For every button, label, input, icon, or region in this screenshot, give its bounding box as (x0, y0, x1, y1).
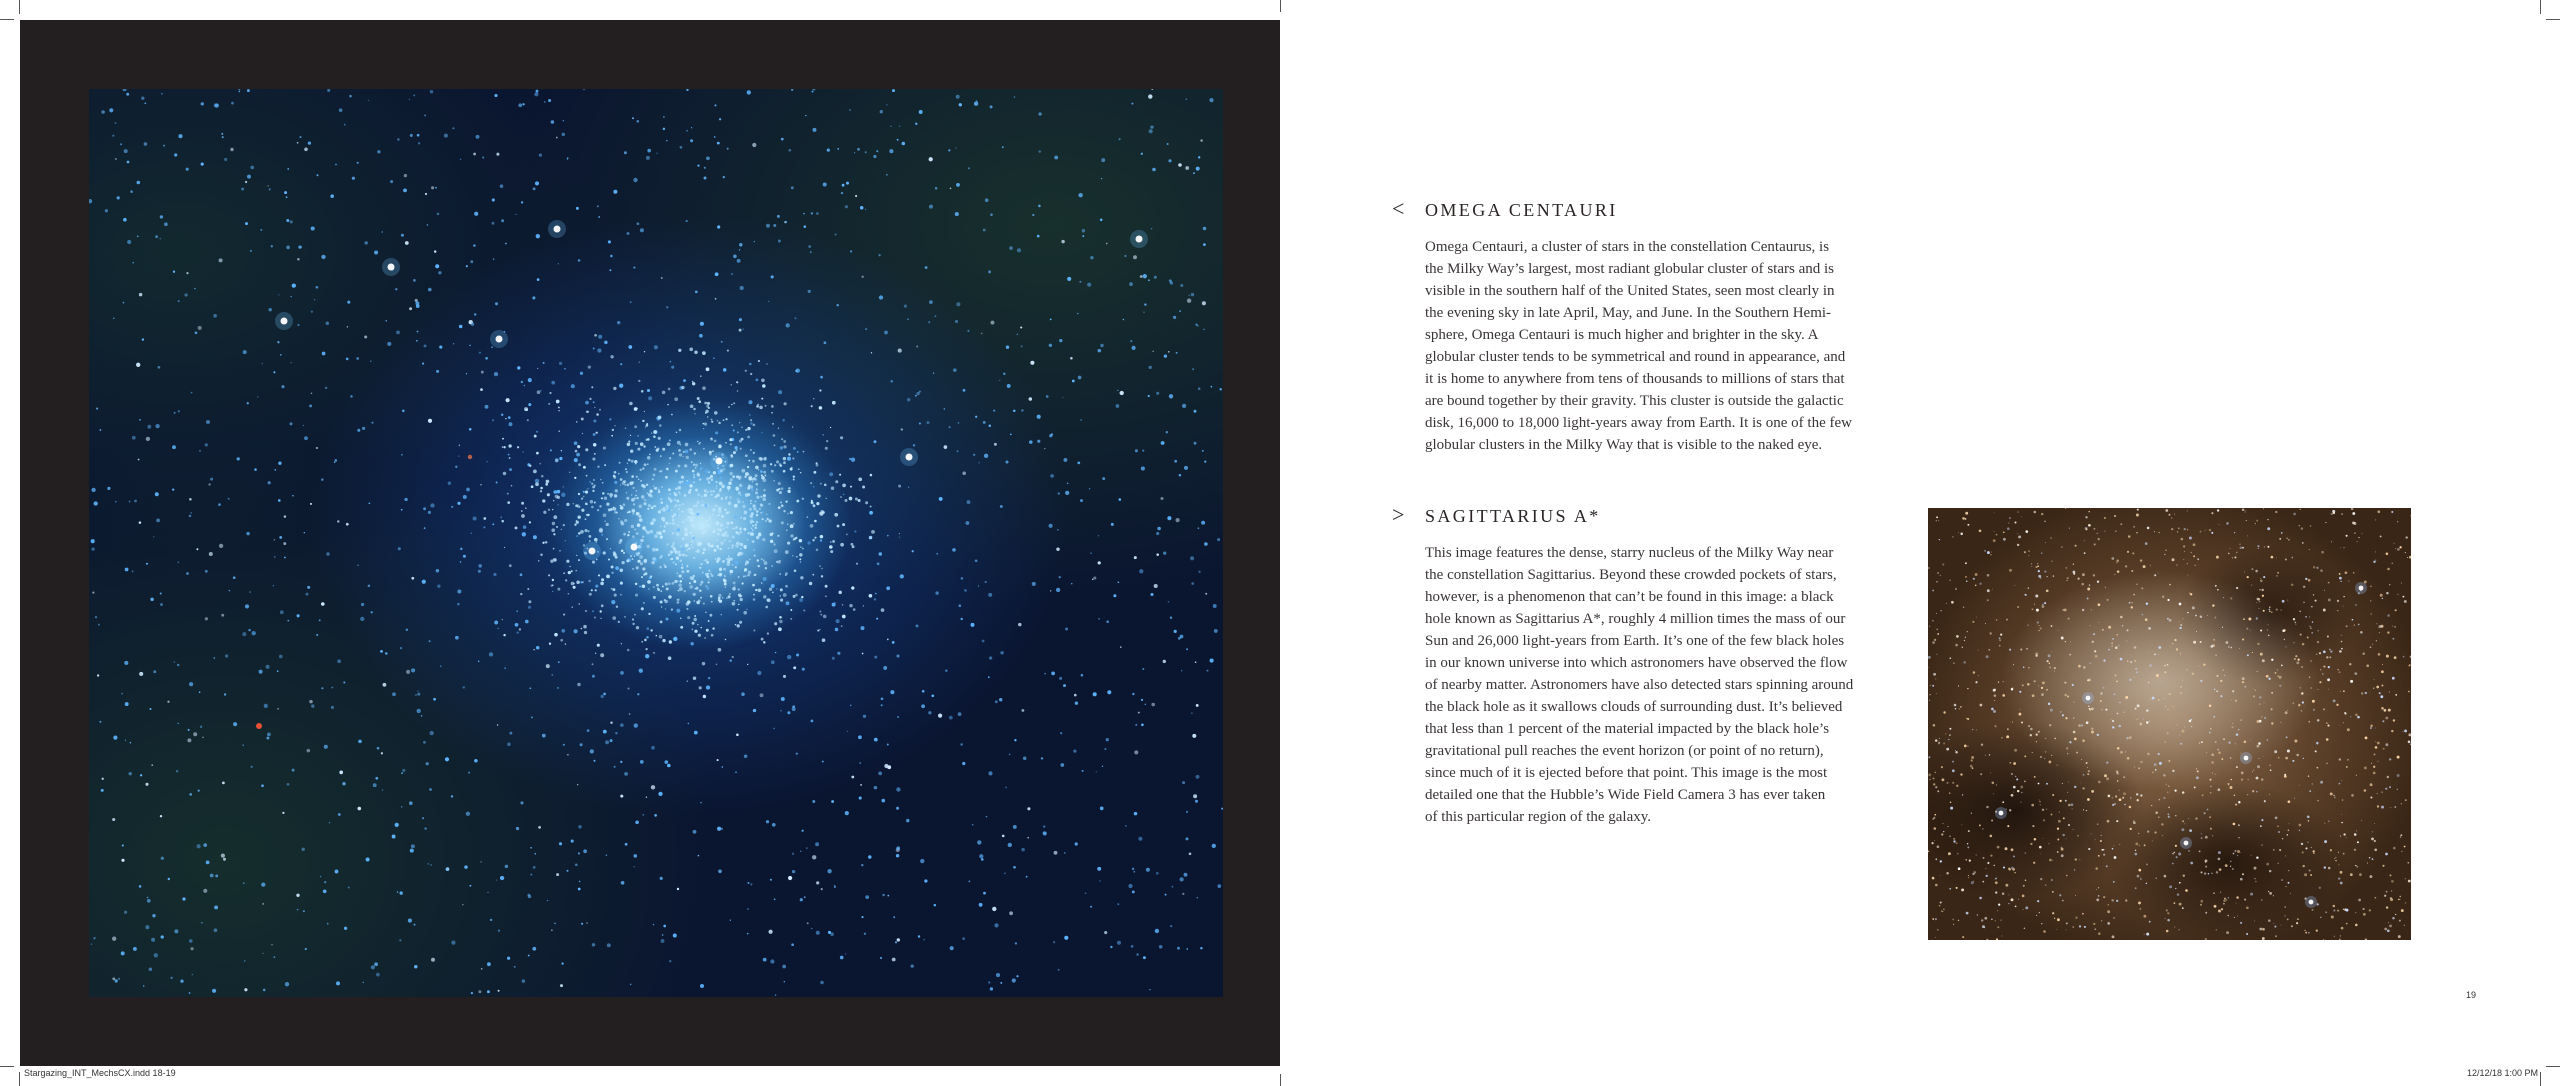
body-line: the evening sky in late April, May, and June. In the Southern Hemi- (1425, 305, 1832, 321)
omega-centauri-photo (89, 89, 1223, 997)
body-line: Omega Centauri, a cluster of stars in the constellation Centaurus, is (1425, 239, 1830, 255)
section-title: SAGITTARIUS A* (1425, 506, 1601, 526)
body-line: since much of it is ejected before that point. This image is the most (1425, 765, 1828, 781)
section-sagittarius-a (1392, 504, 1880, 828)
crop-mark (2546, 1066, 2560, 1067)
slug-timestamp: 12/12/18 1:00 PM (2466, 1068, 2538, 1078)
section-heading (1392, 504, 1880, 530)
body-line: This image features the dense, starry nucleus of the Milky Way near (1425, 545, 1834, 561)
body-line: are bound together by their gravity. This cluster is outside the galactic (1425, 393, 1844, 409)
body-line: that less than 1 percent of the material impacted by the black hole’s (1425, 721, 1830, 737)
body-line: globular cluster tends to be symmetrical and round in appearance, and (1425, 349, 1846, 365)
crop-mark-center (1280, 1074, 1281, 1086)
crop-mark (19, 0, 20, 14)
body-line: of nearby matter. Astronomers have also detected stars spinning around (1425, 677, 1854, 693)
star-field (1928, 508, 2411, 940)
page-number: 19 (2466, 990, 2477, 1000)
body-line: the black hole as it swallows clouds of surrounding dust. It’s believed (1425, 699, 1843, 715)
left-page-panel (20, 20, 1280, 1066)
section-body (1425, 542, 1880, 828)
crop-mark (2546, 19, 2560, 20)
body-line: detailed one that the Hubble’s Wide Field Camera 3 has ever taken (1425, 787, 1826, 803)
slug-file-name: Stargazing_INT_MechsCX.indd 18-19 (24, 1068, 176, 1078)
crop-mark (2540, 1072, 2541, 1086)
body-line: Sun and 26,000 light-years from Earth. It’s one of the few black holes (1425, 633, 1845, 649)
body-line: disk, 16,000 to 18,000 light-years away from Earth. It is one of the few (1425, 415, 1852, 431)
crop-mark (19, 1072, 20, 1086)
body-line: the constellation Sagittarius. Beyond these crowded pockets of stars, (1425, 567, 1837, 583)
chevron-right-icon: > (1392, 502, 1405, 527)
body-line: hole known as Sagittarius A*, roughly 4 million times the mass of our (1425, 611, 1846, 627)
crop-mark (0, 1066, 14, 1067)
crop-mark-center (1280, 0, 1281, 12)
body-line: of this particular region of the galaxy. (1425, 809, 1652, 825)
body-line: visible in the southern half of the United States, seen most clearly in (1425, 283, 1835, 299)
star-field (89, 89, 1223, 997)
sagittarius-a-photo (1928, 508, 2411, 940)
body-line: it is home to anywhere from tens of thousands to millions of stars that (1425, 371, 1845, 387)
crop-mark (2540, 0, 2541, 14)
section-body (1425, 236, 1880, 456)
body-line: gravitational pull reaches the event horizon (or point of no return), (1425, 743, 1824, 759)
chevron-left-icon: < (1392, 196, 1405, 221)
crop-mark (0, 19, 14, 20)
body-line: globular clusters in the Milky Way that is visible to the naked eye. (1425, 437, 1823, 453)
body-line: sphere, Omega Centauri is much higher and brighter in the sky. A (1425, 327, 1819, 343)
section-omega-centauri (1392, 198, 1880, 456)
body-line: the Milky Way’s largest, most radiant globular cluster of stars and is (1425, 261, 1834, 277)
section-heading (1392, 198, 1880, 224)
body-line: however, is a phenomenon that can’t be found in this image: a black (1425, 589, 1834, 605)
section-title: OMEGA CENTAURI (1425, 200, 1618, 220)
body-line: in our known universe into which astronomers have observed the flow (1425, 655, 1848, 671)
